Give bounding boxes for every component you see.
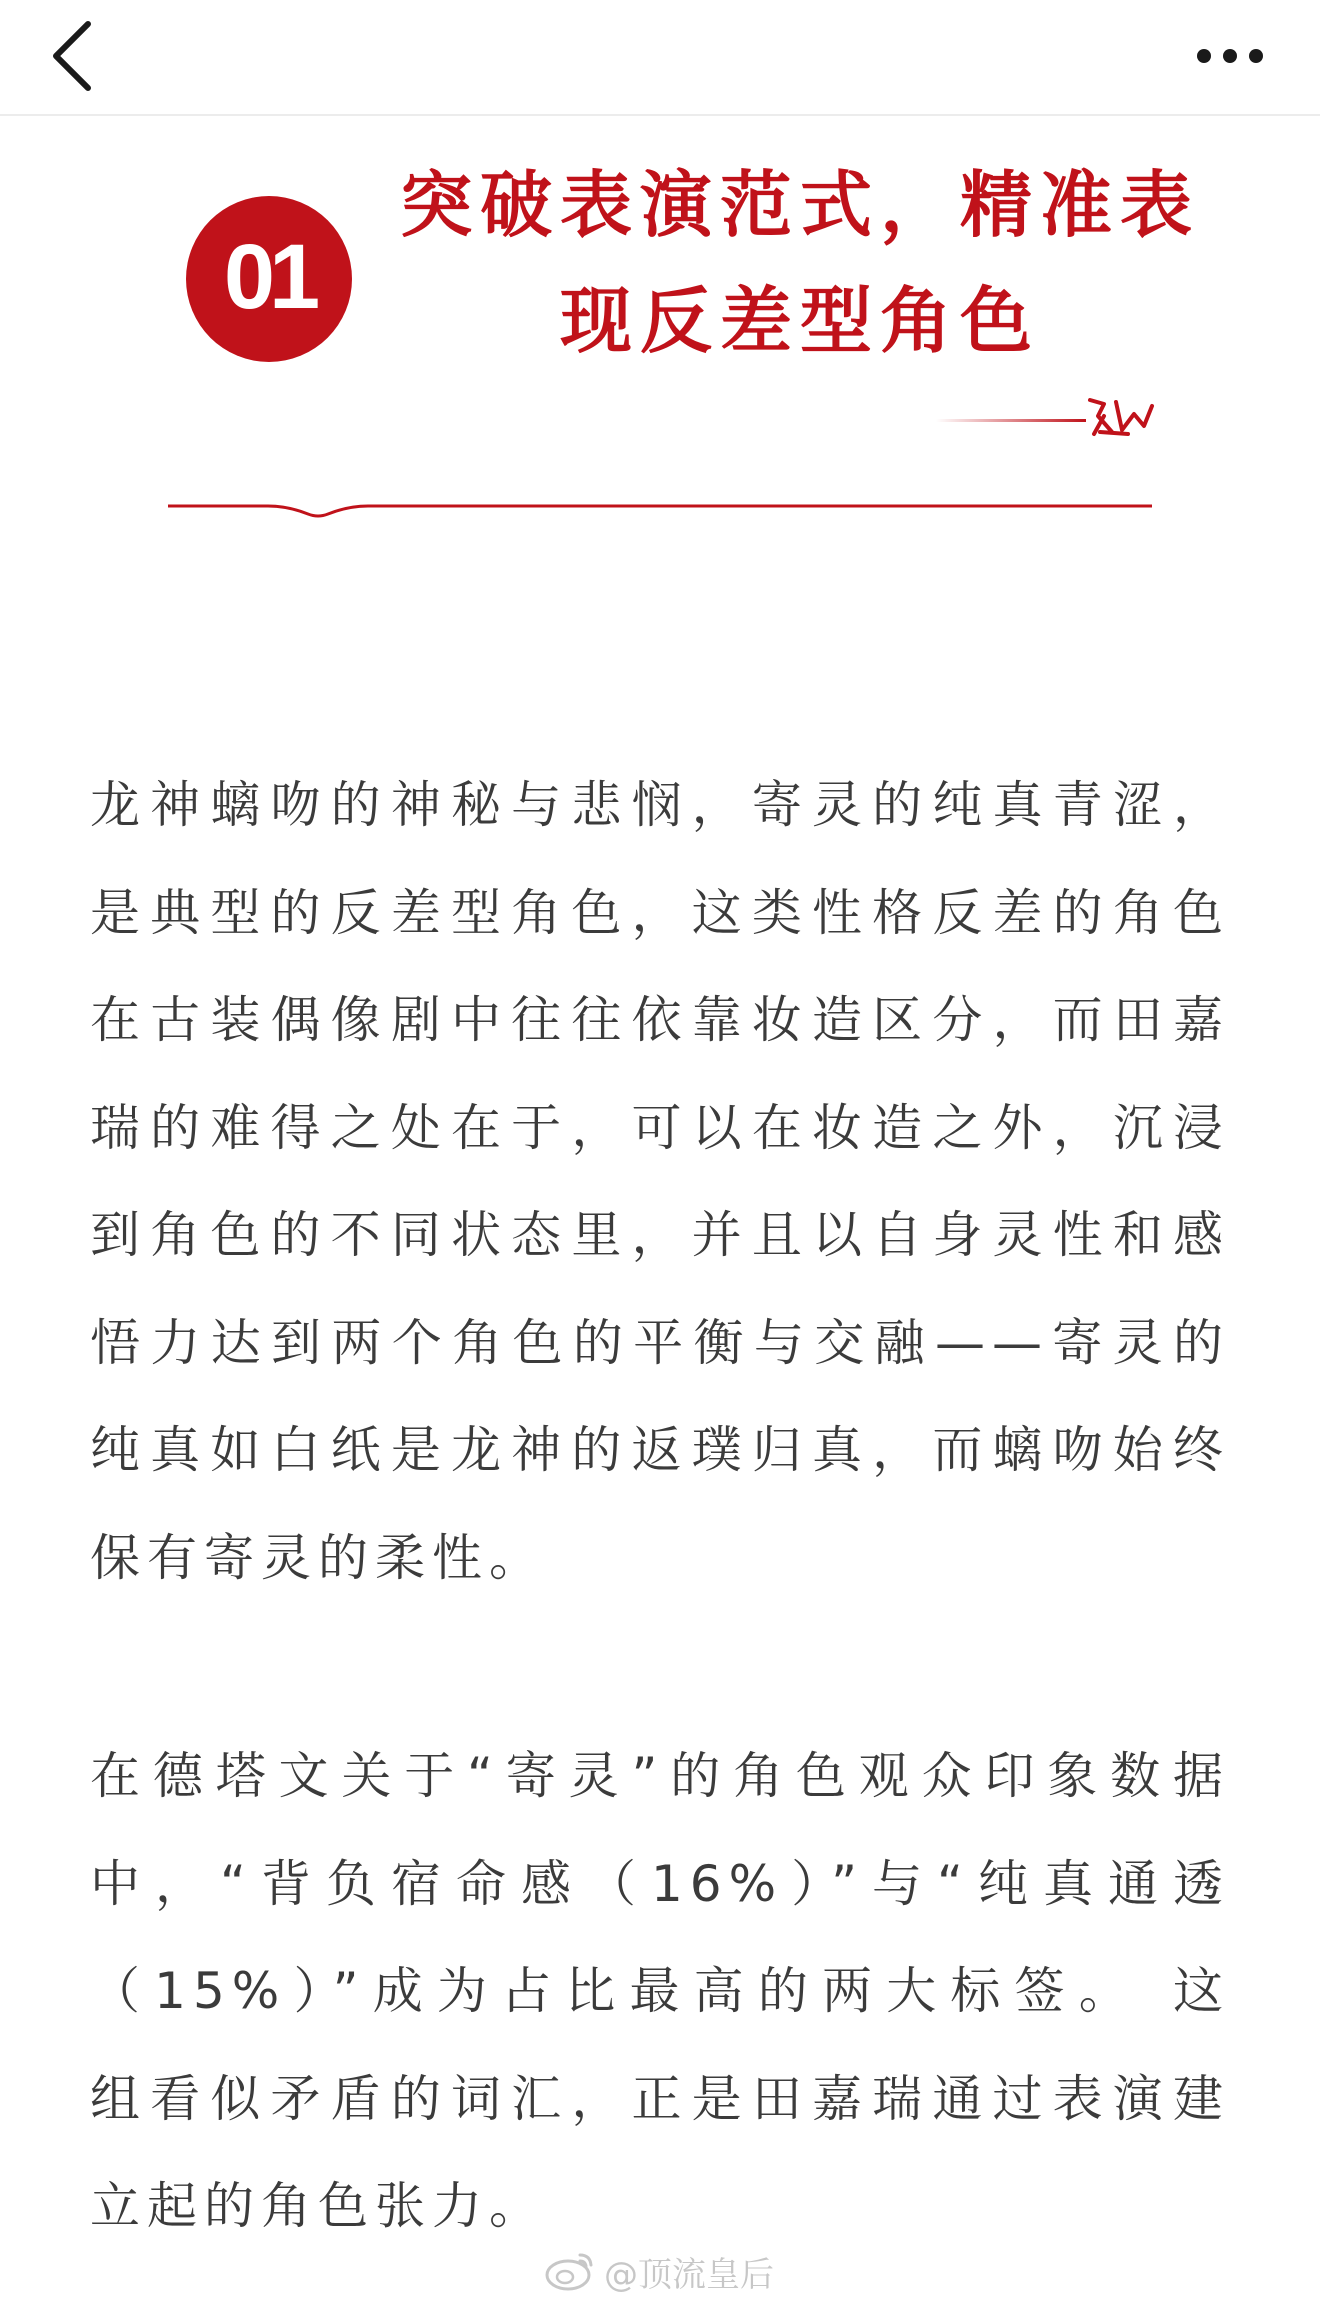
section-number-badge: [186, 196, 352, 362]
more-options-button[interactable]: [1180, 10, 1280, 100]
paragraph-line: 在德塔文关于“寄灵”的角色观众印象数据: [90, 1747, 1230, 1805]
paragraph-line: 组看似矛盾的词汇，正是田嘉瑞通过表演建: [90, 2069, 1230, 2128]
paragraph-line: 悟力达到两个角色的平衡与交融——寄灵的: [90, 1313, 1230, 1372]
article-paragraph-1: [90, 752, 1230, 1612]
section-divider: [168, 492, 1152, 532]
paragraph-line: 中，“背负宿命感（16%）”与“纯真通透: [90, 1854, 1230, 1913]
decorative-flourish-icon: [930, 386, 1170, 450]
section-title-line-1: 突破表演范式，精准表: [399, 163, 1200, 247]
paragraph-line: 纯真如白纸是龙神的返璞归真，而螭吻始终: [90, 1421, 1230, 1479]
watermark-text: @顶流皇后: [604, 2254, 774, 2295]
paragraph-line: 立起的角色张力。: [90, 2177, 546, 2235]
paragraph-line: 龙神螭吻的神秘与悲悯，寄灵的纯真青涩，: [90, 776, 1230, 834]
chevron-left-icon: [36, 10, 116, 100]
back-button[interactable]: [36, 10, 116, 100]
more-horizontal-icon: [1180, 10, 1280, 100]
section-number: 01: [223, 226, 315, 328]
paragraph-line: 是典型的反差型角色，这类性格反差的角色: [90, 883, 1230, 942]
paragraph-line: 在古装偶像剧中往往依靠妆造区分，而田嘉: [90, 991, 1230, 1049]
top-navigation-bar: [0, 0, 1320, 116]
article-paragraph-2: [90, 1723, 1230, 2261]
paragraph-line: 到角色的不同状态里，并且以自身灵性和感: [90, 1206, 1230, 1264]
watermark: [544, 2246, 774, 2296]
weibo-logo-icon: [544, 2249, 596, 2293]
paragraph-line: 瑞的难得之处在于，可以在妆造之外，沉浸: [90, 1098, 1230, 1157]
paragraph-line: （15%）”成为占比最高的两大标签。 这: [90, 1962, 1230, 2020]
paragraph-line: 保有寄灵的柔性。: [90, 1528, 546, 1587]
section-title-line-2: 现反差型角色: [559, 279, 1040, 363]
